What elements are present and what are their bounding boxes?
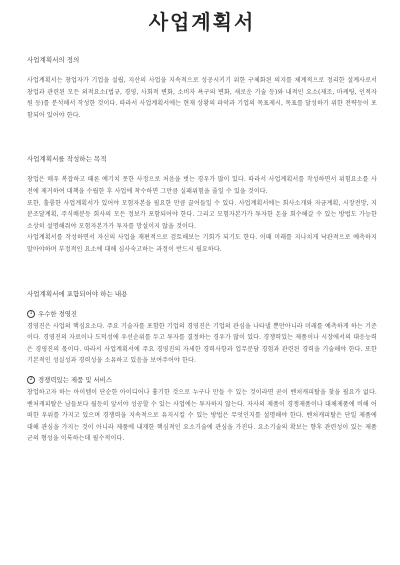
number-circle-icon: 2 — [27, 376, 35, 384]
section-paragraph: 창업은 매우 복잡하고 때론 예기치 못한 사정으로 처음을 벗는 경우가 많이 있다. 따라서 사업계획서를 작성하면서 위험요소를 사전에 제거하여 대책을 수립한 후 사업에 착수하면 그만큼 실패위험을 줄일 수 있을 것이다. — [27, 176, 377, 195]
section-heading: 사업계획서의 정의 — [27, 56, 80, 64]
section-paragraph: 또한, 훌륭한 사업계획서가 있어야 모험자본을 필요한 만큼 끌어들일 수 있다. 사업계획서에는 회사소개와 자금계획, 시장전망, 지분조달계획, 주식배분등 회사의 모든 정보가 포함되어야 한다. 그리고 모험자본가가 투자한 돈을 회수해갈 수 있는 방법도 가능한 소상히 설명해줘야 모험자본가가 투자를 망설이지 않을 것이다. — [27, 199, 377, 230]
subsection-title — [27, 375, 377, 385]
subsection-title-text: 경쟁력있는 제품 및 서비스 — [38, 375, 113, 384]
subsection-title — [27, 309, 377, 319]
section-definition — [27, 56, 377, 121]
subsection-management — [27, 309, 377, 367]
section-purpose — [27, 155, 377, 255]
subsection-title-text: 우수한 경영진 — [38, 309, 78, 318]
number-circle-icon: 1 — [27, 310, 35, 318]
subsection-paragraph: 경영진은 사업의 핵심요소다. 주요 기술자를 포함한 기업의 경영진은 기업의 관심을 나타낼 뿐만아니라 미래를 예측하게 하는 기준이다. 경영진의 자료이나 도덕성에 우선순위를 두고 투자를 결정하는 경우가 많이 있다. 경쟁력있는 제품이나 시장에서의 대응능력은 경영진의 몫이다. 따라서 사업계획서에 주요 경영진의 자세한 경력사항과 업무분담 경험과 관련된 경력을 기술해야 한다. 또한 기본적인 성실성과 경력성을 소유하고 있음을 보여주어야 한다. — [27, 322, 377, 365]
subsection-paragraph: 창업하고자 하는 아이템이 단순한 아이디어나 흉기한 것으로 누구나 만들 수 있는 것이라면 곧이 벤처캐피탈을 찾을 필요가 없다. 벤처캐피탈은 남들보다 월등히 앞서야 성공할 수 있는 사업에는 투자하지 않는다. 자사의 제품이 경쟁제품이나 대체제품에 비해 어떠한 우위를 가지고 있으며 경쟁력을 지속적으로 유지시킬 수 있는 방법은 무엇인지를 설명해야 한다. 벤처캐피탈은 단일 제품에 대해 관심을 가지는 것이 아니라 제품에 내재한 핵심적인 요소기술에 관심을 가진다. 요소기술의 확보는 향후 관련성이 있는 제품군의 형성을 이룩하는데 필수적이다. — [27, 388, 377, 443]
section-heading: 사업계획서에 포함되어야 하는 내용 — [27, 289, 128, 298]
section-paragraph: 사업계획서를 작성하면서 자신의 사업을 재편적으로 검토해보는 기회가 되기도 한다. 이때 미래를 지나치게 낙관적으로 예측하지 말아야하며 부정적인 요소에 대해 심사숙고하는 과정이 반드시 필요하다. — [27, 234, 377, 253]
section-contents — [27, 290, 377, 445]
document-title: 사업계획서 — [148, 10, 256, 34]
subsection-products — [27, 375, 377, 445]
section-heading: 사업계획서를 작성하는 목적 — [27, 155, 107, 164]
section-paragraph: 사업계획서는 창업자가 기업을 설립, 지산의 사업을 지속적으로 성공시키기 위한 구체화된 의지를 체계적으로 정리한 설계사로서 창업과 관련된 모든 외적요소(법규, 경영, 사회적 변화, 소비자 욕구의 변화, 새로운 기술 등)와 내적인 요소(제조, 마케팅, 인적자원 등)를 분석해서 작성한 것이다. 따라서 사업계획서에는 현재 상황의 파악과 기업의 목표제시, 목표를 달성하기 위한 전략등이 포함되어 있어야 한다. — [27, 77, 377, 119]
